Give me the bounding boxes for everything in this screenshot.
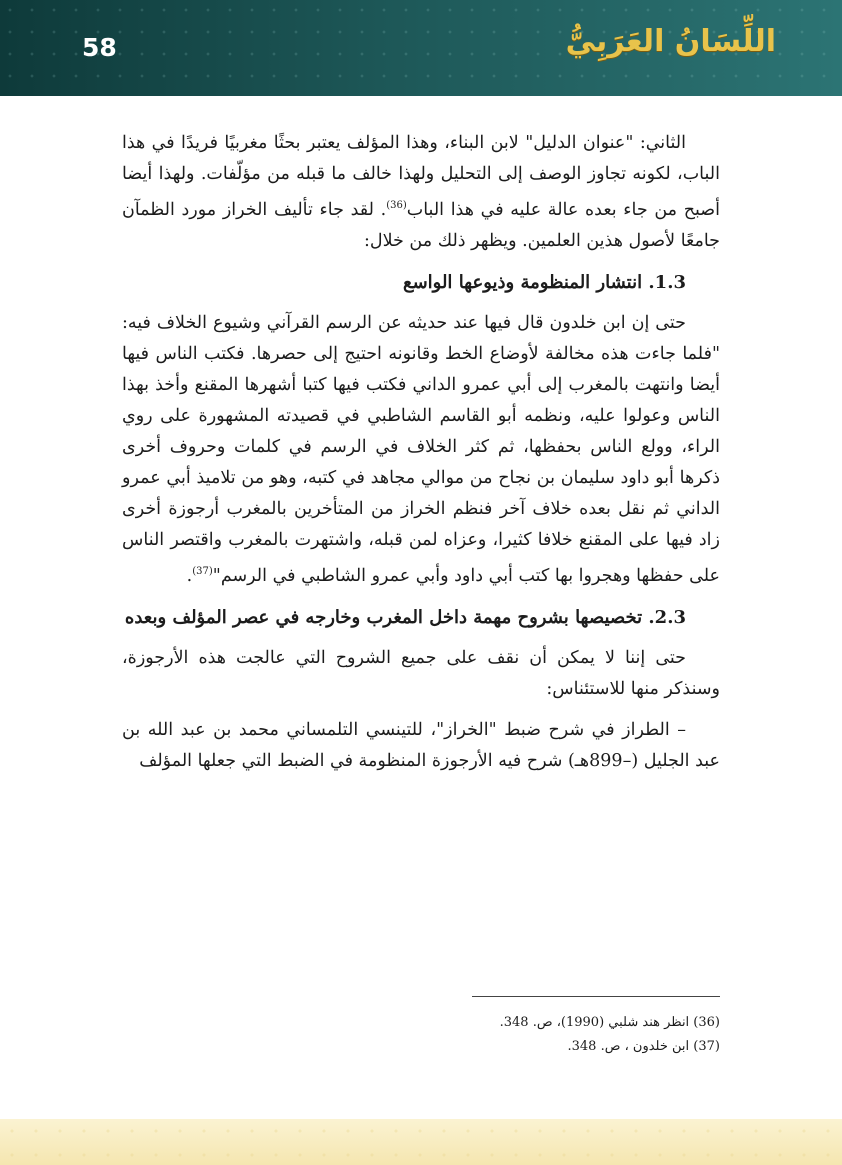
- paragraph-2-text: حتى إن ابن خلدون قال فيها عند حديثه عن الرسم القرآني وشيوع الخلاف فيه: "فلما جاءت هذه مخالفة لأوضاع الخط وقانونه احتيج إلى حصرها. فكتب الناس فيها أيضا وانتهت بالمغرب إلى أبي عمرو الداني فكتب فيها كتبا أشهرها المقنع وأخذ بهذا الناس وعولوا عليه، ونظمه أبو القاسم الشاطبي في قصيدته المشهورة على روي الراء، وولع الناس بحفظها، ثم كثر الخلاف في الرسم في كلمات وحروف أخرى ذكرها أبو داود سليمان بن نجاح من موالي مجاهد في كتبه، وهو من تلاميذ أبي عمرو الداني ثم نقل بعده خلاف آخر فنظم الخراز من المتأخرين بالمغرب أرجوزة أخرى زاد فيها على المقنع خلافا كثيرا، وعزاه لمن قبله، واشتهرت بالمغرب واقتصر الناس على حفظها وهجروا بها كتب أبي داود وأبي عمرو الشاطبي في الرسم": [122, 312, 720, 586]
- footnote-divider: [472, 996, 720, 997]
- paragraph-3: حتى إننا لا يمكن أن نقف على جميع الشروح التي عالجت هذه الأرجوزة، وسنذكر منها للاستئناس:: [122, 647, 720, 699]
- page-number: 58: [82, 33, 117, 62]
- paragraph-4: – الطراز في شرح ضبط "الخراز"، للتينسي التلمساني محمد بن عبد الله بن عبد الجليل (–899هـ) شرح فيه الأرجوزة المنظومة في الضبط التي جعلها المؤلف: [122, 719, 720, 771]
- footnote-36: (36) انظر هند شلبي (1990)، ص. 348.: [499, 1015, 720, 1030]
- paragraph-1: [122, 128, 720, 257]
- footer-pattern: [0, 1119, 842, 1165]
- footnotes: [122, 1011, 720, 1059]
- section-heading-2-3: 2.3. تخصيصها بشروح مهمة داخل المغرب وخارجه في عصر المؤلف وبعده: [124, 606, 686, 628]
- journal-logo: اللِّسَانُ العَرَبِيُّ: [565, 24, 776, 59]
- page-header: [0, 0, 842, 96]
- paragraph-2: [122, 308, 720, 592]
- footnote-ref-36[interactable]: (36): [386, 200, 407, 211]
- footer-band: [0, 1119, 842, 1165]
- footnote-37: (37) ابن خلدون ، ص. 348.: [567, 1039, 720, 1054]
- footnote-ref-37[interactable]: (37): [192, 565, 213, 577]
- article-body: [122, 128, 720, 787]
- paragraph-2-tail: .: [186, 565, 193, 586]
- section-heading-1-3: 1.3. انتشار المنظومة وذيوعها الواسع: [402, 271, 686, 293]
- paragraph-1-text: الثاني: "عنوان الدليل" لابن البناء، وهذا المؤلف يعتبر بحثًا مغربيًا فريدًا في هذا الباب، لكونه تجاوز الوصف إلى التحليل ولهذا خالف ما قبله من مؤلّفات. ولهذا أيضا أصبح من جاء بعده عالة عليه في هذا الباب: [122, 133, 720, 220]
- paragraph-1-tail: . لقد جاء تأليف الخراز مورد الظمآن جامعًا لأصول هذين العلمين. ويظهر ذلك من خلال:: [122, 199, 720, 251]
